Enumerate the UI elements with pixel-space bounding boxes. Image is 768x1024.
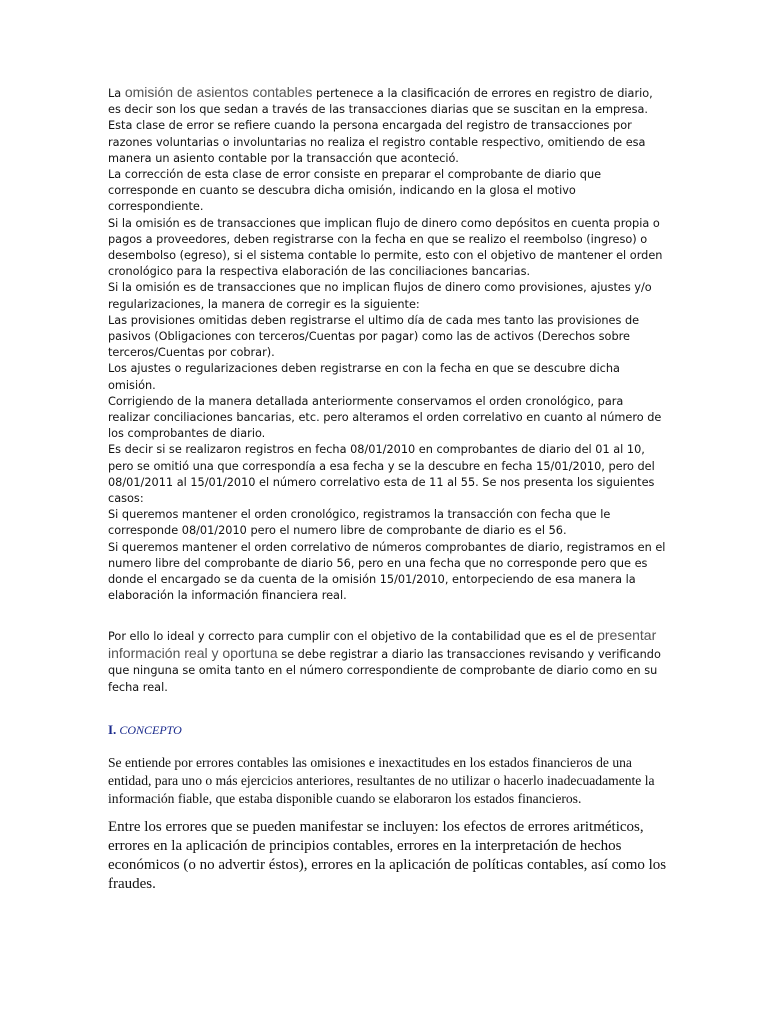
conclusion-block <box>108 627 668 696</box>
concept-paragraph-2: Entre los errores que se pueden manifestar se incluyen: los efectos de errores aritméticos, errores en la aplicación de principios contables, errores en la interpretación de hechos económicos (o no advertir éstos), errores en la aplicación de políticas contables, así como los fraudes. <box>108 819 667 892</box>
omission-text-block <box>108 84 668 605</box>
paragraph-cash-flow: Si la omisión es de transacciones que implican flujo de dinero como depósitos en cuenta propia o pagos a proveedores, deben registrarse con la fecha en que se realizo el reembolso (ingreso) o desembolso (egreso), si el sistema contable lo permite, esto con el objetivo de mantener el orden cronológico para la respectiva elaboración de las conciliaciones bancarias. <box>108 216 663 279</box>
paragraph-definition: Esta clase de error se refiere cuando la persona encargada del registro de transacciones por razones voluntarias o involuntarias no realiza el registro contable respectivo, omitiendo de esa manera un asiento contable por la transacción que aconteció. <box>108 119 646 165</box>
paragraph-case-1: Si queremos mantener el orden cronológico, registramos la transacción con fecha que le corresponde 08/01/2010 pero el numero libre de comprobante de diario es el 56. <box>108 508 611 538</box>
section-heading <box>108 722 182 738</box>
intro-suffix: pertenece a la clasificación de errores en registro de diario, es decir son los que sedan a través de las transacciones diarias que se suscitan en la empresa. <box>108 87 653 117</box>
intro-prefix: La <box>108 87 125 100</box>
paragraph-chronological: Corrigiendo de la manera detallada anteriormente conservamos el orden cronológico, para realizar conciliaciones bancarias, etc. pero alteramos el orden correlativo en cuanto al número de los comprobantes de diario. <box>108 394 662 441</box>
paragraph-intro <box>108 84 668 118</box>
conclusion-prefix: Por ello lo ideal y correcto para cumplir con el objetivo de la contabilidad que es el de <box>108 630 598 643</box>
paragraph-conclusion <box>108 627 668 696</box>
section-number: I. <box>108 722 117 737</box>
paragraph-adjustments: Los ajustes o regularizaciones deben registrarse en con la fecha en que se descubre dicha omisión. <box>108 362 620 392</box>
conclusion-suffix: se debe registrar a diario las transacciones revisando y verificando que ninguna se omita tanto en el número correspondiente de comprobante de diario como en su fecha real. <box>108 648 661 694</box>
paragraph-provisions: Las provisiones omitidas deben registrarse el ultimo día de cada mes tanto las provisiones de pasivos (Obligaciones con terceros/Cuentas por pagar) como las de activos (Derechos sobre terceros/Cuentas por cobrar). <box>108 313 640 360</box>
section-title: CONCEPTO <box>119 723 182 737</box>
paragraph-non-cash: Si la omisión es de transacciones que no implican flujos de dinero como provisiones, ajustes y/o regularizaciones, la manera de corregir es la siguiente: <box>108 281 652 311</box>
paragraph-case-2: Si queremos mantener el orden correlativo de números comprobantes de diario, registramos en el numero libre del comprobante de diario 56, pero en una fecha que no corresponde pero que es donde el encargado se da cuenta de la omisión 15/01/2010, entorpeciendo de esa manera la elaboración la información financiera real. <box>108 540 666 603</box>
paragraph-correction: La corrección de esta clase de error consiste en preparar el comprobante de diario que corresponde en cuanto se descubra dicha omisión, indicando en la glosa el motivo correspondiente. <box>108 168 602 214</box>
highlight-real-info: presentar información real y oportuna <box>108 627 657 662</box>
concept-paragraph-1: Se entiende por errores contables las omisiones e inexactitudes en los estados financieros de una entidad, para uno o más ejercicios anteriores, resultantes de no utilizar o hacerlo inadecuadamente la información fiable, que estaba disponible cuando se elaboraron los estados financieros. <box>108 755 655 806</box>
paragraph-example: Es decir si se realizaron registros en fecha 08/01/2010 en comprobantes de diario del 01 al 10, pero se omitió una que correspondía a esa fecha y se la descubre en fecha 15/01/2010, pero del 08/01/2011 al 15/01/2010 el número correlativo esta de 11 al 55. Se nos presenta los siguientes casos: <box>108 443 655 506</box>
highlight-omision: omisión de asientos contables <box>124 84 313 100</box>
